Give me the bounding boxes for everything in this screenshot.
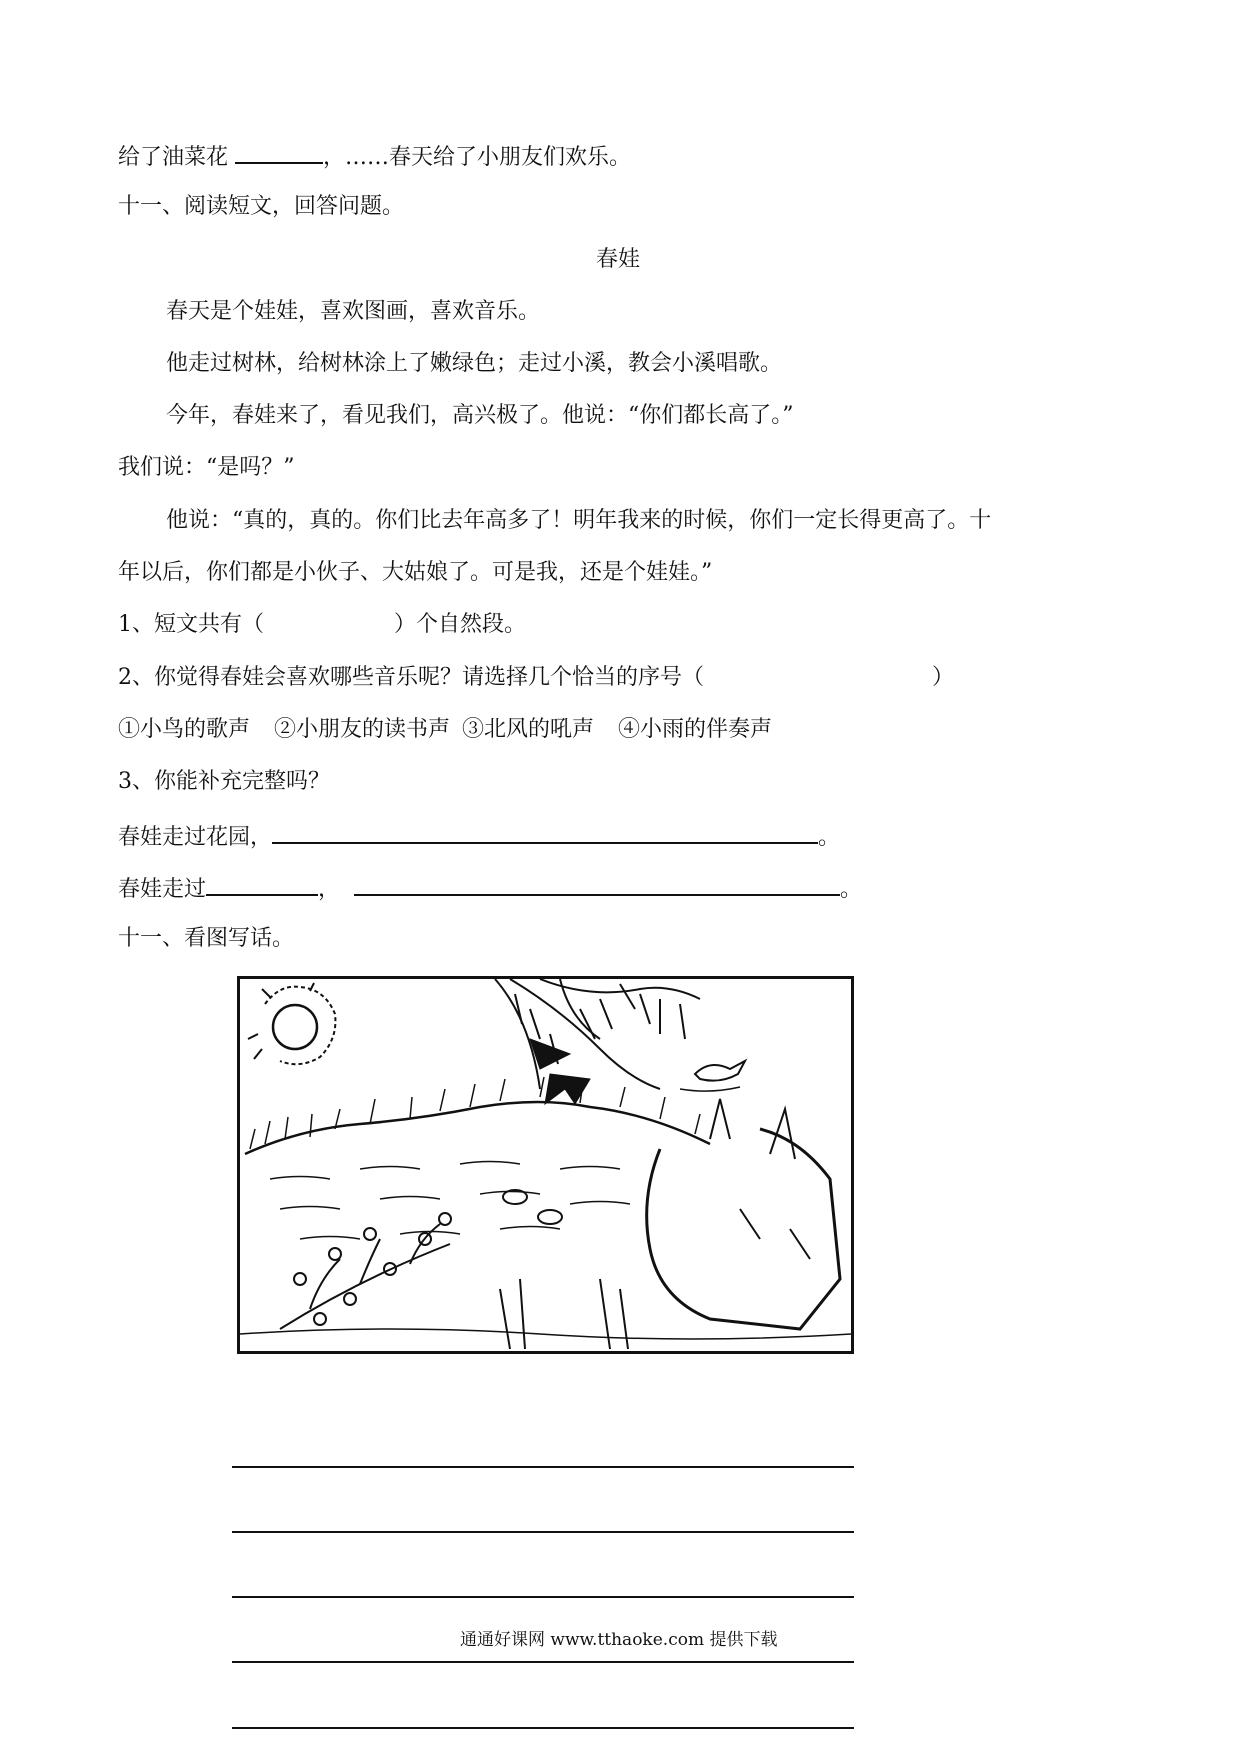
- fill-walk-action-blank[interactable]: [354, 872, 840, 896]
- story-paragraph-2: 他走过树林，给树林涂上了嫩绿色；走过小溪，教会小溪唱歌。: [166, 351, 783, 376]
- writing-line-2[interactable]: [232, 1531, 854, 1533]
- fill-garden: [118, 820, 840, 853]
- question-1-suffix: ）个自然段。: [394, 612, 527, 637]
- footer-source: 通通好课网 www.tthaoke.com 提供下载: [460, 1630, 778, 1650]
- fill-line-prefix: 给了油菜花: [118, 145, 235, 170]
- grass-tufts: [250, 1077, 700, 1149]
- fill-garden-prefix: 春娃走过花园，: [118, 825, 273, 850]
- writing-line-4[interactable]: [232, 1661, 854, 1663]
- option-4: ④小雨的伴奏声: [618, 717, 773, 742]
- option-1: ①小鸟的歌声: [118, 717, 251, 742]
- question-2-options: [118, 715, 772, 745]
- option-2: ②小朋友的读书声: [274, 717, 451, 742]
- fill-walk-mid: ，: [318, 877, 341, 902]
- fill-walk-place-blank[interactable]: [206, 872, 318, 896]
- section-heading-writing: 十一、看图写话。: [118, 926, 295, 951]
- fill-garden-blank[interactable]: [272, 820, 818, 844]
- story-paragraph-4-line-1: 他说：“真的，真的。你们比去年高多了！明年我来的时候，你们一定长得更高了。十: [166, 508, 992, 533]
- fill-walk-prefix: 春娃走过: [118, 877, 207, 902]
- pond-shore: [245, 1102, 710, 1154]
- story-paragraph-1: 春天是个娃娃，喜欢图画，喜欢音乐。: [166, 299, 541, 324]
- pond-scene-drawing: [240, 979, 851, 1351]
- question-2-suffix: ）: [932, 665, 955, 690]
- question-3: 3、你能补充完整吗？: [118, 769, 330, 794]
- writing-line-1[interactable]: [232, 1466, 854, 1468]
- writing-line-5[interactable]: [232, 1727, 854, 1729]
- question-1-prefix: 1、短文共有（: [118, 612, 264, 637]
- right-bank: [647, 1129, 840, 1329]
- swallow-2: [545, 1074, 590, 1104]
- question-2: [118, 663, 954, 693]
- spring-pond-illustration: [237, 976, 854, 1354]
- plum-blossom-branch: [280, 1213, 451, 1329]
- fill-line-suffix: ，……春天给了小朋友们欢乐。: [323, 145, 632, 170]
- sun-icon: [273, 1005, 317, 1049]
- fill-walk-suffix: 。: [840, 877, 863, 902]
- swallow-3: [695, 1061, 745, 1081]
- story-title: 春娃: [596, 247, 641, 272]
- writing-line-3[interactable]: [232, 1596, 854, 1598]
- fill-garden-suffix: 。: [818, 825, 841, 850]
- reeds: [500, 1279, 628, 1349]
- fill-walk: [118, 872, 862, 905]
- question-1: [118, 610, 526, 640]
- question-2-prefix: 2、你觉得春娃会喜欢哪些音乐呢？请选择几个恰当的序号（: [118, 665, 704, 690]
- story-paragraph-3-line-1: 今年，春娃来了，看见我们，高兴极了。他说：“你们都长高了。”: [166, 403, 794, 428]
- option-3: ③北风的吼声: [462, 717, 595, 742]
- story-paragraph-4-line-2: 年以后，你们都是小伙子、大姑娘了。可是我，还是个娃娃。”: [118, 560, 713, 585]
- fill-line-rapeseed: [118, 140, 631, 173]
- fish-2: [538, 1210, 562, 1224]
- story-paragraph-3-line-2: 我们说：“是吗？”: [118, 455, 295, 480]
- water-ripples: [270, 1162, 630, 1240]
- willow-branches: [495, 979, 700, 1089]
- answer-blank[interactable]: [235, 140, 323, 164]
- section-heading-reading: 十一、阅读短文，回答问题。: [118, 194, 405, 219]
